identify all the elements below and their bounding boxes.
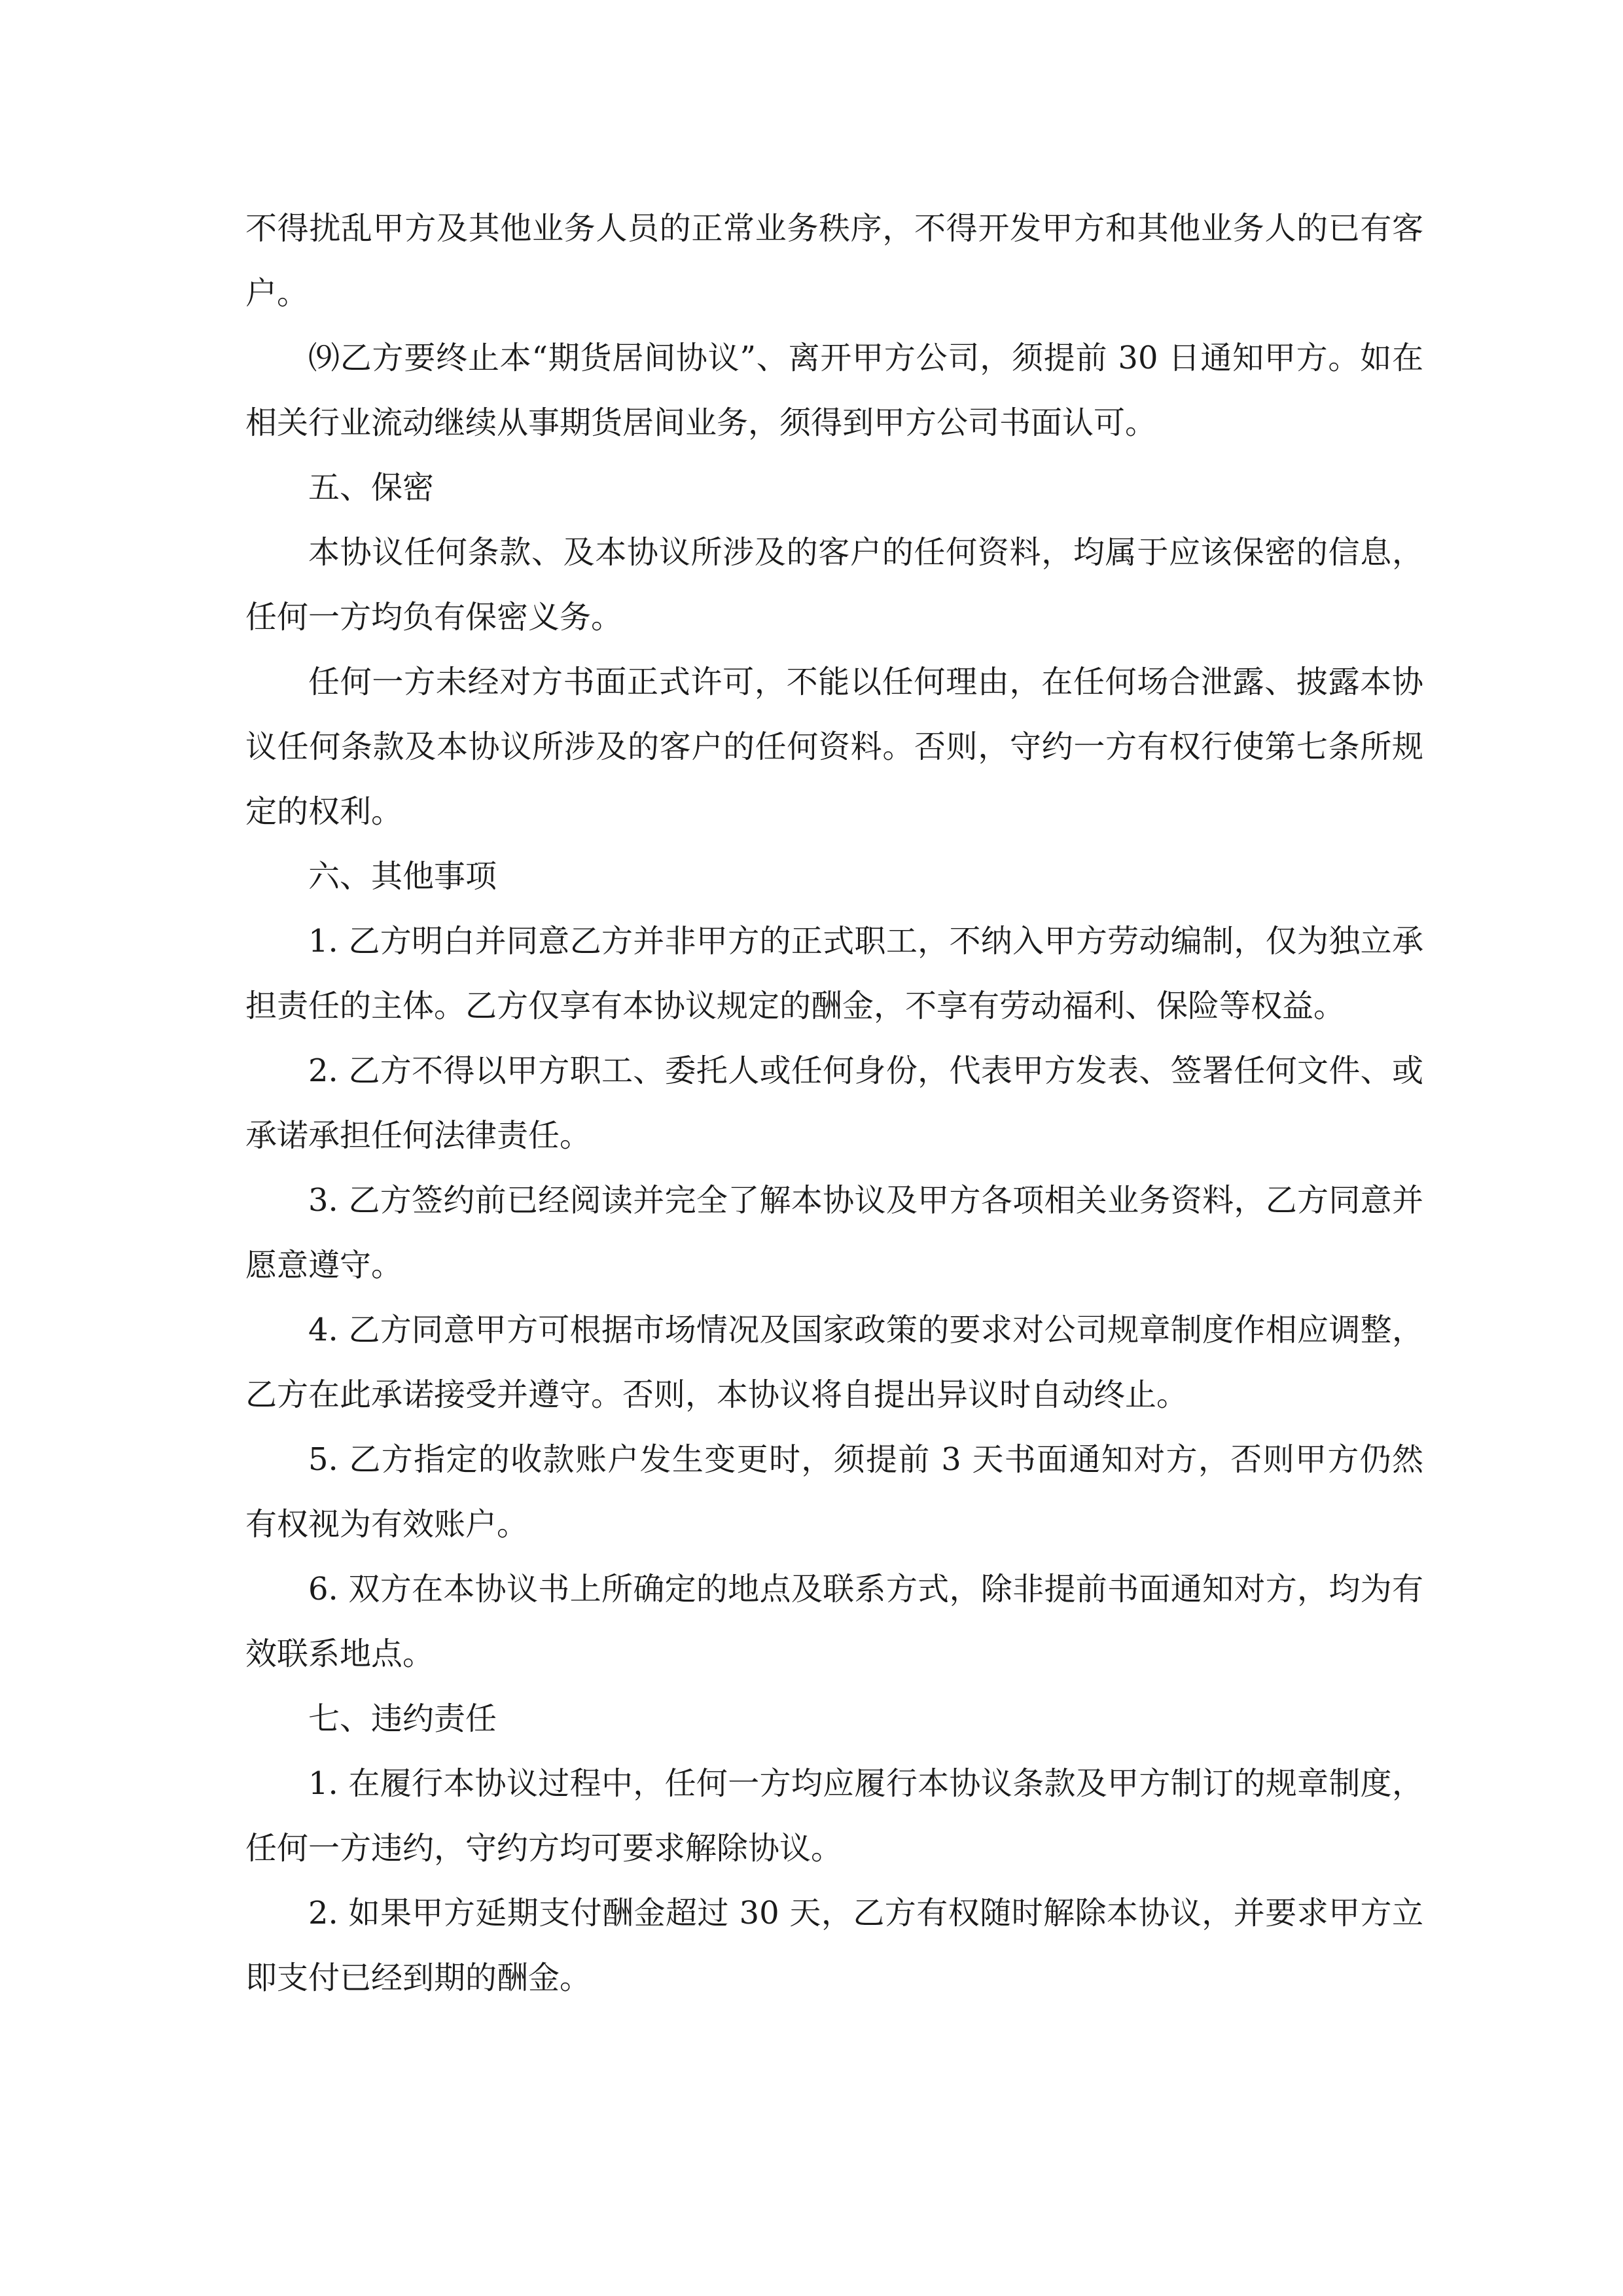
paragraph-confidentiality-2: 任何一方未经对方书面正式许可，不能以任何理由，在任何场合泄露、披露本协议任何条款及本协议所涉及的客户的任何资料。否则，守约一方有权行使第七条所规定的权利。 — [245, 664, 1423, 830]
section-heading-breach: 七、违约责任 — [308, 1700, 497, 1737]
paragraph-other-4: 4. 乙方同意甲方可根据市场情况及国家政策的要求对公司规章制度作相应调整，乙方在此承诺接受并遵守。否则，本协议将自提出异议时自动终止。 — [245, 1312, 1423, 1413]
section-heading-other-matters: 六、其他事项 — [308, 858, 497, 895]
paragraph-continuation: 不得扰乱甲方及其他业务人员的正常业务秩序，不得开发甲方和其他业务人的已有客户。 — [245, 210, 1423, 312]
paragraph-other-6: 6. 双方在本协议书上所确定的地点及联系方式，除非提前书面通知对方，均为有效联系地点。 — [245, 1571, 1423, 1672]
paragraph-other-5: 5. 乙方指定的收款账户发生变更时，须提前 3 天书面通知对方，否则甲方仍然有权视为有效账户。 — [245, 1441, 1423, 1543]
paragraph-other-1: 1. 乙方明白并同意乙方并非甲方的正式职工，不纳入甲方劳动编制，仅为独立承担责任的主体。乙方仅享有本协议规定的酬金，不享有劳动福利、保险等权益。 — [245, 923, 1423, 1024]
document-body — [245, 196, 1423, 2011]
section-heading-confidentiality: 五、保密 — [308, 469, 435, 506]
paragraph-breach-1: 1. 在履行本协议过程中，任何一方均应履行本协议条款及甲方制订的规章制度，任何一方违约，守约方均可要求解除协议。 — [245, 1765, 1423, 1867]
paragraph-other-3: 3. 乙方签约前已经阅读并完全了解本协议及甲方各项相关业务资料，乙方同意并愿意遵守。 — [245, 1182, 1423, 1283]
paragraph-clause-9: ⑼乙方要终止本“期货居间协议”、离开甲方公司，须提前 30 日通知甲方。如在相关行业流动继续从事期货居间业务，须得到甲方公司书面认可。 — [245, 340, 1423, 441]
paragraph-breach-2: 2. 如果甲方延期支付酬金超过 30 天，乙方有权随时解除本协议，并要求甲方立即支付已经到期的酬金。 — [245, 1895, 1423, 1996]
paragraph-confidentiality-1: 本协议任何条款、及本协议所涉及的客户的任何资料，均属于应该保密的信息，任何一方均负有保密义务。 — [245, 534, 1423, 636]
paragraph-other-2: 2. 乙方不得以甲方职工、委托人或任何身份，代表甲方发表、签署任何文件、或承诺承担任何法律责任。 — [245, 1052, 1423, 1154]
